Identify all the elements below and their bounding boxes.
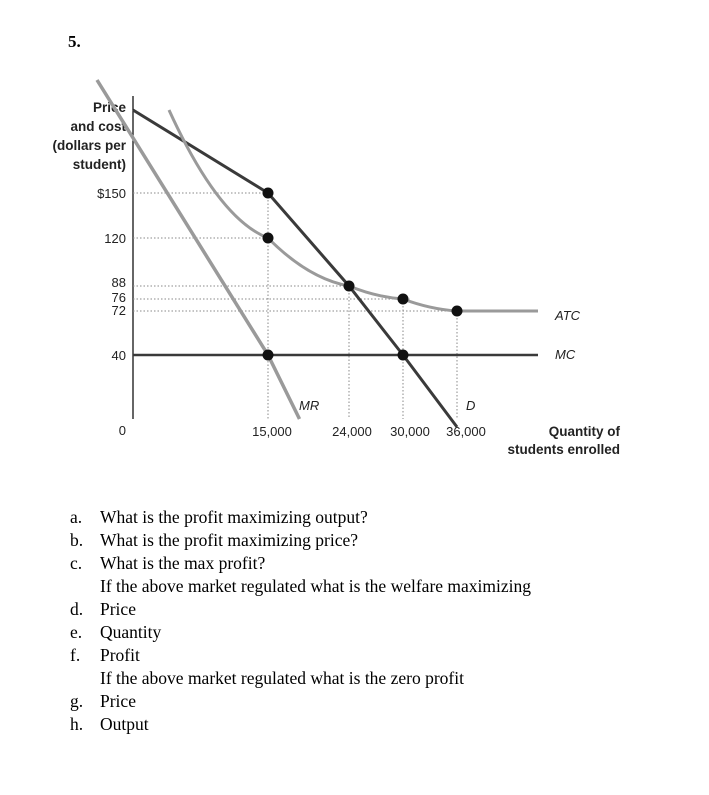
- question-section-zero-profit: [70, 667, 531, 690]
- series-mr-line: [97, 80, 300, 419]
- atc-label: ATC: [555, 308, 581, 323]
- question-mark: d.: [70, 599, 84, 619]
- x-axis-label-line: students enrolled: [507, 442, 620, 457]
- data-point: [263, 350, 274, 361]
- question-text: What is the profit maximizing output?: [100, 507, 368, 527]
- y-tick-label: 76: [111, 290, 126, 305]
- data-point: [344, 281, 355, 292]
- y-axis-label-line: Price: [92, 100, 126, 115]
- data-point: [263, 188, 274, 199]
- question-text: Profit: [100, 645, 140, 665]
- data-point: [398, 294, 409, 305]
- question-text: If the above market regulated what is the welfare maximizing: [100, 576, 532, 596]
- question-mark: e.: [70, 622, 83, 642]
- data-point: [263, 233, 274, 244]
- question-mark: g.: [70, 691, 84, 711]
- question-b: [70, 529, 531, 552]
- question-mark: c.: [70, 553, 83, 573]
- mr-label: MR: [299, 398, 320, 413]
- y-axis-label-line: student): [72, 157, 126, 172]
- question-c: [70, 552, 531, 575]
- question-text: If the above market regulated what is the zero profit: [100, 668, 464, 688]
- question-g: [70, 690, 531, 713]
- y-axis-label-line: and cost: [70, 119, 126, 134]
- y-tick-label: 40: [111, 348, 126, 363]
- y-tick-label: 72: [111, 303, 126, 318]
- x-axis-label-line: Quantity of: [548, 424, 620, 439]
- x-tick-label: 24,000: [332, 424, 372, 439]
- x-tick-label: 36,000: [446, 424, 486, 439]
- question-f: [70, 644, 531, 667]
- question-d: [70, 598, 531, 621]
- question-a: [70, 506, 531, 529]
- y-axis-label-line: (dollars per: [52, 138, 126, 153]
- question-text: Output: [100, 714, 149, 734]
- question-text: Quantity: [100, 622, 162, 642]
- x-tick-label: 15,000: [252, 424, 292, 439]
- question-text: Price: [100, 691, 136, 711]
- x-tick-label: 30,000: [390, 424, 430, 439]
- question-mark: b.: [70, 530, 84, 550]
- question-section-welfare: [70, 575, 531, 598]
- mc-label: MC: [555, 347, 576, 362]
- y-tick-label: 0: [118, 423, 126, 438]
- question-h: [70, 713, 531, 736]
- question-text: What is the max profit?: [100, 553, 266, 573]
- y-tick-label: 88: [111, 275, 126, 290]
- question-mark: a.: [70, 507, 83, 527]
- question-list: [70, 506, 531, 736]
- data-point: [398, 350, 409, 361]
- data-point: [452, 306, 463, 317]
- question-text: Price: [100, 599, 136, 619]
- question-mark: h.: [70, 714, 84, 734]
- question-text: What is the profit maximizing price?: [100, 530, 359, 550]
- series-d-line: [133, 110, 457, 427]
- demand-label: D: [466, 398, 476, 413]
- question-mark: f.: [70, 645, 81, 665]
- series-atc-line: [169, 110, 538, 311]
- question-e: [70, 621, 531, 644]
- y-tick-label: $150: [97, 186, 126, 201]
- y-tick-label: 120: [104, 231, 126, 246]
- question-number: 5.: [68, 32, 81, 51]
